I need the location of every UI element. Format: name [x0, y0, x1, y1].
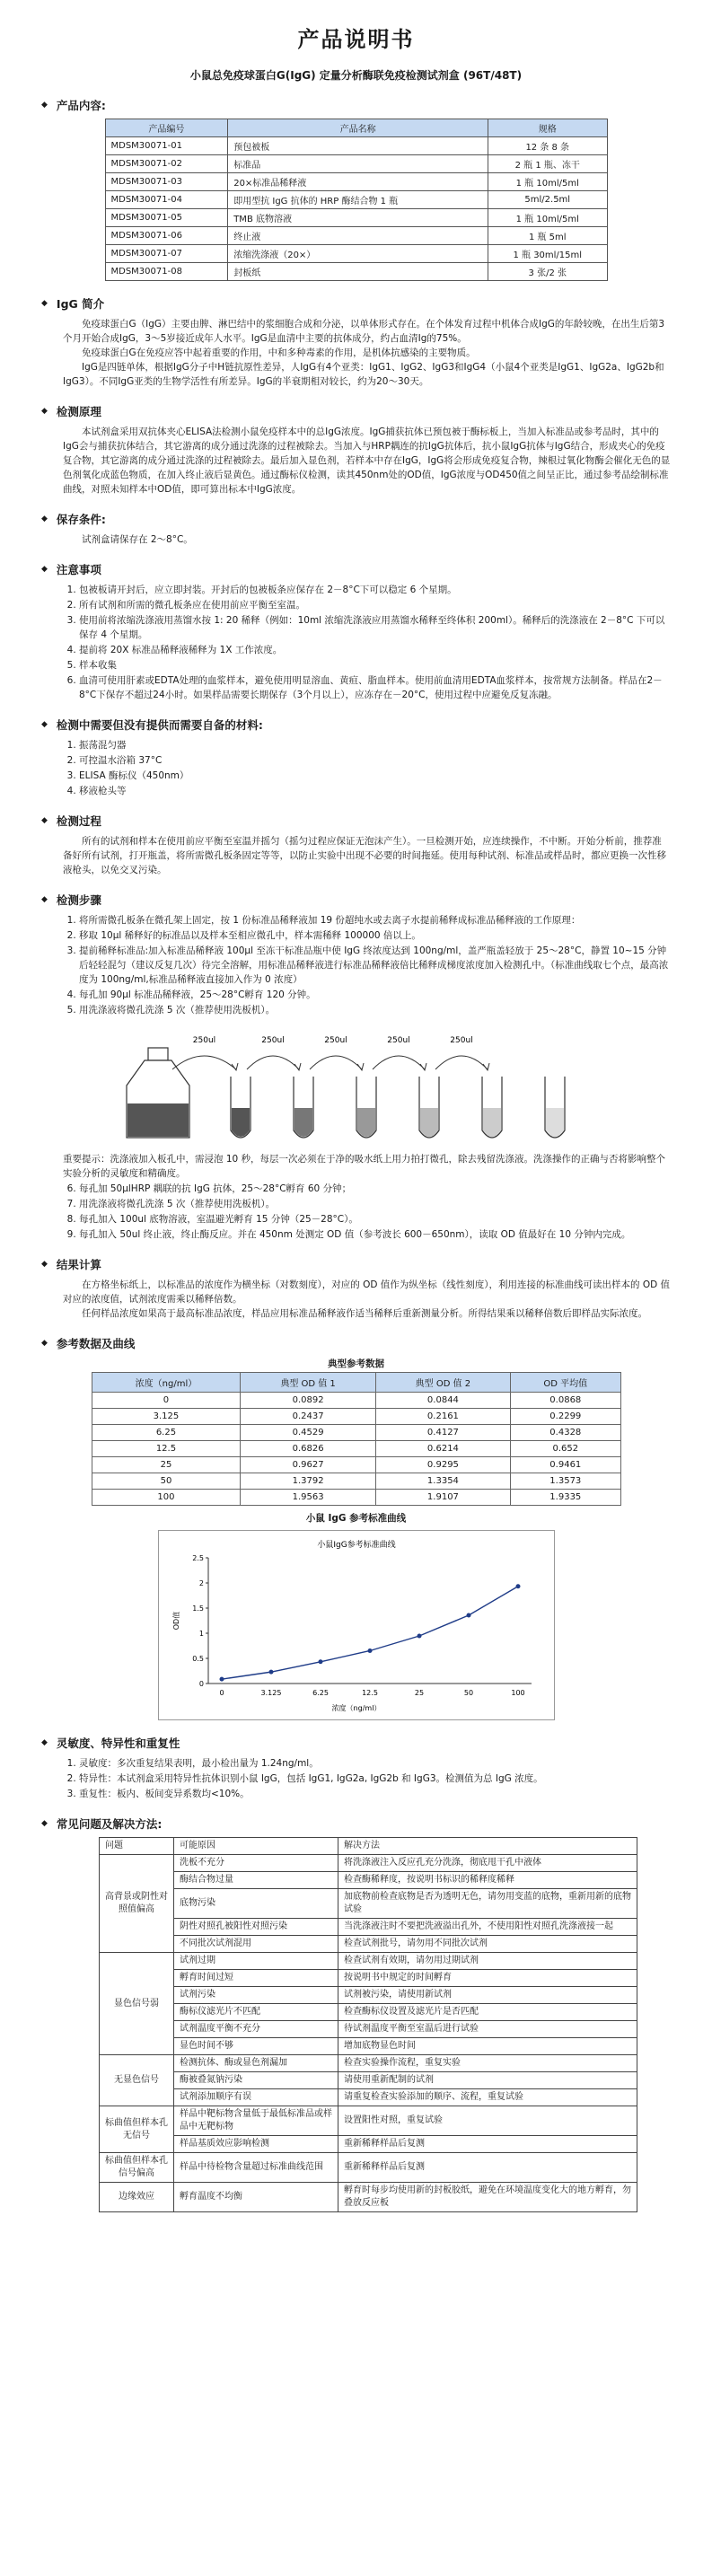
section-heading-contents: ◆ 产品内容:: [41, 99, 106, 112]
cause-cell: 酶被叠氮钠污染: [174, 2072, 338, 2089]
solution-cell: 检查酶稀释度，按说明书标识的稀释度稀释: [338, 1872, 637, 1889]
x-tick-label: 25: [414, 1689, 424, 1697]
x-tick-label: 3.125: [260, 1689, 281, 1697]
trouble-row: [100, 1872, 637, 1889]
contents-cell: 5ml/2.5ml: [488, 191, 607, 209]
list-item: 6. 血清可使用肝素或EDTA处理的血浆样本，避免使用明显溶血、黄疸、脂血样本。使用前血清用EDTA血浆样本，按常规方法制备。样品在2－8°C下保存不超过24小时。如果样品需要长期保存（3个月以上），应冻存在－20°C，使用过程中应避免反复冻融。: [79, 673, 671, 702]
list-item: 3. 提前稀释标准品:加入标准品稀释液 100μl 至冻干标准品瓶中使 IgG 终浓度达到 100ng/ml，盖严瓶盖轻放于 25～28°C，静置 10~15 分钟后轻轻混匀（建议反复几次）待完全溶解，用标准品稀释液进行标准品稀释液倍比稀释成梯度浓度加入检测孔中。（标准曲线取七个点，最高浓度为 100ng/ml,标准品稀释液直接加入作为 0 浓度）: [79, 944, 671, 987]
trouble-header-cell: 解决方法: [338, 1838, 637, 1855]
solution-cell: 检查实验操作流程，重复实验: [338, 2055, 637, 2072]
document-subtitle: 小鼠总免疫球蛋白G(IgG) 定量分析酶联免疫检测试剂盒 (96T/48T): [189, 69, 523, 82]
reference-row: [92, 1393, 620, 1409]
bullet-icon: ◆: [41, 514, 48, 523]
reference-cell: 0.4328: [511, 1425, 620, 1441]
transfer-volume-label: 250ul: [260, 1036, 285, 1045]
solution-cell: 待试剂温度平衡至室温后进行试验: [338, 2021, 637, 2038]
reference-cell: 0.2299: [511, 1409, 620, 1425]
bullet-icon: ◆: [41, 565, 48, 574]
principle-paragraph: 本试剂盒采用双抗体夹心ELISA法检测小鼠免疫样本中的总IgG浓度。IgG捕获抗体已预包被于酶标板上，当加入标准品或参考品时，其中的IgG会与捕获抗体结合，其它游离的成分通过洗涤的过程被除去。当加入与HRP耦连的抗IgG抗体后，抗小鼠IgG抗体与IgG结合，形成夹心的免疫复合物，其它游离的成分通过洗涤的过程被除去。最后加入显色剂，若样本中存在IgG，IgG将会形成免疫复合物，辣根过氧化物酶会催化无色的显色剂氧化成蓝色物质，在加入终止液后显黄色。通过酶标仪检测，读其450nm处的OD值，IgG浓度与OD450值之间呈正比，通过参考品绘制标准曲线，对照未知样本中OD值，即可算出标本中IgG浓度。: [63, 426, 671, 495]
test-tube-icon: [356, 1077, 376, 1138]
cause-cell: 酶标仪滤光片不匹配: [174, 2004, 338, 2021]
reference-cell: 0.2437: [241, 1409, 375, 1425]
reference-row: [92, 1457, 620, 1473]
cause-cell: 检测抗体、酶或显色剂漏加: [174, 2055, 338, 2072]
reference-header-cell: 浓度（ng/ml）: [92, 1373, 241, 1393]
reference-row: [92, 1441, 620, 1457]
chart-heading: 小鼠 IgG 参考标准曲线: [305, 1513, 407, 1524]
list-item: 2. 特异性：本试剂盒采用特异性抗体识别小鼠 IgG，包括 IgG1, IgG2a, IgG2b 和 IgG3。检测值为总 IgG 浓度。: [79, 1772, 671, 1786]
list-item: 3. 重复性：板内、板间变异系数均<10%。: [79, 1787, 671, 1801]
problem-cell: 显色信号弱: [100, 1953, 174, 2055]
contents-row: [105, 191, 607, 209]
trouble-row: [100, 2021, 637, 2038]
reference-table: [92, 1372, 621, 1506]
dilution-illustration: [105, 1023, 608, 1148]
solution-cell: 孵育时每步均使用新的封板胶纸，避免在环境温度变化大的地方孵育，勿叠放反应板: [338, 2183, 637, 2212]
list-item: 1. 灵敏度：多次重复结果表明，最小检出量为 1.24ng/ml。: [79, 1756, 671, 1771]
steps-important-note: 重要提示：洗涤液加入板孔中，需浸泡 10 秒，每层一次必须在于净的吸水纸上用力拍打微孔，除去残留洗涤液。洗涤操作的正确与否将影响整个实验分析的灵敏度和精确度。: [63, 1154, 666, 1179]
trouble-row: [100, 2038, 637, 2055]
transfer-arrow: [310, 1056, 362, 1069]
contents-row: [105, 263, 607, 281]
trouble-row: [100, 1953, 637, 1970]
reference-row: [92, 1490, 620, 1506]
test-tube-icon: [545, 1077, 565, 1138]
reference-cell: 12.5: [92, 1441, 241, 1457]
contents-row: [105, 155, 607, 173]
reference-cell: 0.0892: [241, 1393, 375, 1409]
bullet-icon: ◆: [41, 816, 48, 825]
reference-cell: 1.9563: [241, 1490, 375, 1506]
reference-cell: 0.0844: [375, 1393, 510, 1409]
section-heading-steps: ◆ 检测步骤: [41, 893, 101, 907]
test-tube-icon: [294, 1077, 313, 1138]
reference-cell: 0.6214: [375, 1441, 510, 1457]
x-tick-label: 6.25: [312, 1689, 329, 1697]
cause-cell: 底物污染: [174, 1889, 338, 1919]
paragraph: 在方格坐标纸上，以标准品的浓度作为横坐标（对数刻度），对应的 OD 值作为纵坐标（线性刻度），利用连接的标准曲线可读出样本的 OD 值对应的浓度值，试剂浓度需乘以稀释倍数。: [63, 1279, 671, 1305]
contents-cell: 1 瓶 5ml: [488, 227, 607, 245]
reference-cell: 0.2161: [375, 1409, 510, 1425]
list-item: 1. 振荡混匀器: [79, 738, 671, 752]
trouble-row: [100, 1889, 637, 1919]
arrow-head-icon: [420, 1063, 426, 1070]
reference-row: [92, 1473, 620, 1490]
chart-title: 小鼠IgG参考标准曲线: [316, 1541, 396, 1550]
bullet-icon: ◆: [41, 299, 48, 308]
trouble-row: [100, 2153, 637, 2183]
list-item: 1. 将所需微孔板条在微孔架上固定，按 1 份标准品稀释液加 19 份超纯水或去离子水提前稀释成标准品稀释液的工作原理：: [79, 913, 671, 928]
section-heading-notes: ◆ 注意事项: [41, 563, 101, 576]
arrow-head-icon: [357, 1063, 364, 1070]
notes-list: [36, 583, 676, 702]
trouble-row: [100, 1855, 637, 1872]
contents-cell: MDSM30071-05: [105, 209, 228, 227]
solution-cell: 按说明书中规定的时间孵育: [338, 1970, 637, 1987]
solution-cell: 检查试剂有效期，请勿用过期试剂: [338, 1953, 637, 1970]
transfer-arrow: [247, 1056, 299, 1069]
trouble-row: [100, 2089, 637, 2106]
contents-row: [105, 173, 607, 191]
section-heading-sensitivity: ◆ 灵敏度、特异性和重复性: [41, 1736, 180, 1750]
section-heading-principle: ◆ 检测原理: [41, 405, 101, 418]
transfer-arrow: [435, 1056, 488, 1069]
reference-cell: 0.4529: [241, 1425, 375, 1441]
contents-header-cell: 产品名称: [228, 119, 488, 137]
stock-bottle-icon: [127, 1048, 189, 1138]
section-heading-trouble: ◆ 常见问题及解决方法:: [41, 1817, 163, 1831]
problem-cell: 高背景或阴性对照值偏高: [100, 1855, 174, 1953]
contents-header-cell: 产品编号: [105, 119, 228, 137]
cause-cell: 酶结合物过量: [174, 1872, 338, 1889]
contents-row: [105, 227, 607, 245]
list-item: 5. 样本收集: [79, 658, 671, 673]
data-point: [367, 1648, 372, 1653]
reference-cell: 1.3792: [241, 1473, 375, 1490]
solution-cell: 加底物前检查底物是否为透明无色，请勿用变蓝的底物，重新用新的底物试验: [338, 1889, 637, 1919]
contents-cell: MDSM30071-02: [105, 155, 228, 173]
section-heading-process: ◆ 检测过程: [41, 814, 101, 828]
data-point: [318, 1659, 322, 1664]
contents-header-cell: 规格: [488, 119, 607, 137]
reference-cell: 6.25: [92, 1425, 241, 1441]
x-tick-label: 0: [218, 1689, 224, 1697]
contents-cell: MDSM30071-04: [105, 191, 228, 209]
trouble-row: [100, 2072, 637, 2089]
y-tick-label: 1.5: [191, 1605, 204, 1613]
reference-row: [92, 1409, 620, 1425]
solution-cell: 检查酶标仪设置及滤光片是否匹配: [338, 2004, 637, 2021]
solution-cell: 增加底物显色时间: [338, 2038, 637, 2055]
list-item: 4. 提前将 20X 标准品稀释液稀释为 1X 工作浓度。: [79, 643, 671, 657]
cause-cell: 试剂过期: [174, 1953, 338, 1970]
data-point: [515, 1584, 520, 1588]
storage-paragraph: 试剂盒请保存在 2～8°C。: [82, 534, 193, 545]
reference-cell: 25: [92, 1457, 241, 1473]
paragraph: 免疫球蛋白G（IgG）主要由脾、淋巴结中的浆细胞合成和分泌，以单体形式存在。在个体发育过程中机体合成IgG的年龄较晚，在出生后第3个月开始合成IgG，3～5岁接近成年人水平。IgG是血清中主要的抗体成分，约占血清Ig的75%。: [63, 319, 665, 344]
list-item: 2. 所有试剂和所需的微孔板条应在使用前应平衡至室温。: [79, 598, 671, 612]
trouble-header-cell: 可能原因: [174, 1838, 338, 1855]
trouble-row: [100, 1919, 637, 1936]
list-item: 1. 包被板请开封后，应立即封装。开封后的包被板条应保存在 2－8°C下可以稳定 6 个星期。: [79, 583, 671, 597]
contents-row: [105, 245, 607, 263]
bullet-icon: ◆: [41, 720, 48, 729]
contents-cell: TMB 底物溶液: [228, 209, 488, 227]
paragraph: IgG是四链单体，根据IgG分子中H链抗原性差异，人IgG有4个亚类：IgG1、IgG2、IgG3和IgG4（小鼠4个亚类是IgG1、IgG2a、IgG2b和IgG3）。不同IgG亚类的生物学活性有所差异。IgG的半衰期相对较长，约为20～30天。: [63, 362, 664, 387]
trouble-row: [100, 1970, 637, 1987]
cause-cell: 试剂添加顺序有误: [174, 2089, 338, 2106]
list-item: 2. 可控温水浴箱 37°C: [79, 753, 671, 768]
list-item: 4. 移液枪头等: [79, 784, 671, 798]
reference-header-cell: 典型 OD 值 2: [375, 1373, 510, 1393]
cause-cell: 洗板不充分: [174, 1855, 338, 1872]
contents-cell: 即用型抗 IgG 抗体的 HRP 酶结合物 1 瓶: [228, 191, 488, 209]
reference-cell: 0.6826: [241, 1441, 375, 1457]
contents-cell: MDSM30071-06: [105, 227, 228, 245]
data-point: [466, 1613, 470, 1617]
reference-cell: 0.9461: [511, 1457, 620, 1473]
arrow-head-icon: [294, 1063, 301, 1070]
contents-cell: 12 条 8 条: [488, 137, 607, 155]
steps-list-b: [36, 1182, 676, 1242]
y-tick-label: 0: [198, 1680, 204, 1688]
process-paragraph: 所有的试剂和样本在使用前应平衡至室温并摇匀（摇匀过程应保证无泡沫产生）。一旦检测开始，应连续操作，不中断。开始分析前，推荐准备好所有试剂，打开瓶盖，将所需微孔板条固定等等，以防止实验中出现不必要的时间拖延。使用每种试剂、标准品或样品时，都应更换一次性移液枪头，以免交叉污染。: [63, 836, 666, 875]
sensitivity-list: [36, 1756, 676, 1801]
list-item: 3. 使用前将浓缩洗涤液用蒸馏水按 1: 20 稀释（例如：10ml 浓缩洗涤液应用蒸馏水稀释至终体积 200ml）。稀释后的洗涤液在 2－8°C 下可以保存 4 个星期。: [79, 613, 671, 642]
solution-cell: 重新稀释样品后复测: [338, 2136, 637, 2153]
contents-cell: MDSM30071-07: [105, 245, 228, 263]
contents-cell: 封板纸: [228, 263, 488, 281]
section-heading-reference: ◆ 参考数据及曲线: [41, 1337, 136, 1350]
transfer-volume-label: 250ul: [449, 1036, 473, 1045]
x-tick-label: 50: [463, 1689, 473, 1697]
troubleshooting-table: [99, 1837, 637, 2212]
x-tick-label: 12.5: [361, 1689, 378, 1697]
arrow-head-icon: [483, 1063, 489, 1070]
solution-cell: 设置阳性对照，重复试验: [338, 2106, 637, 2136]
bullet-icon: ◆: [41, 407, 48, 416]
trouble-row: [100, 2004, 637, 2021]
problem-cell: 边缘效应: [100, 2183, 174, 2212]
cause-cell: 孵育时间过短: [174, 1970, 338, 1987]
contents-cell: 1 瓶 30ml/15ml: [488, 245, 607, 263]
reference-cell: 3.125: [92, 1409, 241, 1425]
intro-paragraphs: [36, 317, 676, 389]
standard-curve-svg: [159, 1531, 554, 1719]
list-item: 4. 每孔加 90μl 标准品稀释液，25～28°C孵育 120 分钟。: [79, 988, 671, 1002]
problem-cell: 标曲值但样本孔无信号: [100, 2106, 174, 2153]
cause-cell: 显色时间不够: [174, 2038, 338, 2055]
test-tube-icon: [482, 1077, 502, 1138]
contents-row: [105, 137, 607, 155]
reference-cell: 0.652: [511, 1441, 620, 1457]
reference-cell: 0: [92, 1393, 241, 1409]
bullet-icon: ◆: [41, 1260, 48, 1269]
dilution-tubes: [172, 1036, 565, 1138]
problem-cell: 无显色信号: [100, 2055, 174, 2106]
solution-cell: 重新稀释样品后复测: [338, 2153, 637, 2183]
reference-cell: 0.9295: [375, 1457, 510, 1473]
section-heading-intro: ◆ IgG 简介: [41, 297, 105, 311]
trouble-row: [100, 2055, 637, 2072]
solution-cell: 当洗涤液注时不要把洗液溢出孔外，不使用阳性对照孔洗涤液接一起: [338, 1919, 637, 1936]
paragraph: 免疫球蛋白G在免疫应答中起着重要的作用，中和多种毒素的作用，是机体抗感染的主要物质。: [82, 347, 476, 358]
cause-cell: 试剂温度平衡不充分: [174, 2021, 338, 2038]
y-tick-label: 2: [198, 1579, 204, 1587]
contents-cell: 浓缩洗涤液（20×）: [228, 245, 488, 263]
solution-cell: 检查试剂批号，请勿用不同批次试剂: [338, 1936, 637, 1953]
bullet-icon: ◆: [41, 1339, 48, 1348]
solution-cell: 请重复检查实验添加的顺序、流程，重复试验: [338, 2089, 637, 2106]
contents-row: [105, 209, 607, 227]
test-tube-icon: [419, 1077, 439, 1138]
bullet-icon: ◆: [41, 1738, 48, 1747]
reference-header-cell: 典型 OD 值 1: [241, 1373, 375, 1393]
contents-cell: 预包被板: [228, 137, 488, 155]
reference-row: [92, 1425, 620, 1441]
contents-cell: 2 瓶 1 瓶、冻干: [488, 155, 607, 173]
standard-curve-chart: [158, 1530, 555, 1720]
contents-table: [105, 119, 608, 281]
data-point: [219, 1677, 224, 1682]
list-item: 2. 移取 10μl 稀释好的标准品以及样本至相应微孔中，样本需稀释 100000 倍以上。: [79, 928, 671, 943]
cause-cell: 试剂污染: [174, 1987, 338, 2004]
document-title: 产品说明书: [297, 27, 415, 52]
steps-list-a: [36, 913, 676, 1017]
bullet-icon: ◆: [41, 895, 48, 904]
cause-cell: 不同批次试剂混用: [174, 1936, 338, 1953]
contents-cell: MDSM30071-01: [105, 137, 228, 155]
list-item: 6. 每孔加 50μlHRP 耦联的抗 IgG 抗体，25～28°C孵育 60 分钟；: [79, 1182, 671, 1196]
reference-cell: 0.4127: [375, 1425, 510, 1441]
transfer-volume-label: 250ul: [323, 1036, 347, 1045]
transfer-volume-label: 250ul: [192, 1036, 215, 1045]
cause-cell: 样品中靶标物含量低于最低标准品或样品中无靶标物: [174, 2106, 338, 2136]
paragraph: 任何样品浓度如果高于最高标准品浓度，样品应用标准品稀释液作适当稀释后重新测量分析。所得结果乘以稀释倍数后即样品实际浓度。: [82, 1308, 647, 1319]
list-item: 5. 用洗涤液将微孔洗涤 5 次（推荐使用洗板机）。: [79, 1003, 671, 1017]
reference-cell: 0.0868: [511, 1393, 620, 1409]
trouble-row: [100, 2106, 637, 2136]
test-tube-icon: [231, 1077, 251, 1138]
section-heading-result: ◆ 结果计算: [41, 1258, 101, 1271]
reference-cell: 1.3354: [375, 1473, 510, 1490]
series-line: [222, 1587, 518, 1679]
trouble-row: [100, 1936, 637, 1953]
cause-cell: 样品中待检物含量超过标准曲线范围: [174, 2153, 338, 2183]
reference-cell: 50: [92, 1473, 241, 1490]
y-axis-label: OD值: [171, 1611, 180, 1631]
transfer-arrow: [373, 1056, 425, 1069]
reference-cell: 1.9335: [511, 1490, 620, 1506]
cause-cell: 样品基质效应影响检测: [174, 2136, 338, 2153]
y-tick-label: 2.5: [191, 1554, 204, 1562]
dilution-diagram: [105, 1023, 608, 1148]
contents-cell: MDSM30071-03: [105, 173, 228, 191]
x-axis-label: 浓度（ng/ml）: [331, 1704, 381, 1712]
trouble-header-cell: 问题: [100, 1838, 174, 1855]
section-heading-materials: ◆ 检测中需要但没有提供而需要自备的材料:: [41, 718, 263, 732]
trouble-row: [100, 2136, 637, 2153]
list-item: 8. 每孔加入 100ul 底物溶液，室温避光孵育 15 分钟（25－28°C）。: [79, 1212, 671, 1226]
reference-cell: 100: [92, 1490, 241, 1506]
data-point: [268, 1670, 273, 1675]
reference-cell: 1.3573: [511, 1473, 620, 1490]
cause-cell: 孵育温度不均衡: [174, 2183, 338, 2212]
trouble-row: [100, 1987, 637, 2004]
solution-cell: 请使用重新配制的试剂: [338, 2072, 637, 2089]
x-tick-label: 100: [510, 1689, 525, 1697]
contents-cell: 3 张/2 张: [488, 263, 607, 281]
solution-cell: 将洗涤液注入反应孔充分洗涤，彻底甩干孔中液体: [338, 1855, 637, 1872]
bullet-icon: ◆: [41, 1819, 48, 1828]
reference-cell: 1.9107: [375, 1490, 510, 1506]
y-tick-label: 0.5: [191, 1655, 204, 1663]
contents-cell: 1 瓶 10ml/5ml: [488, 173, 607, 191]
y-tick-label: 1: [198, 1630, 204, 1638]
result-paragraphs: [36, 1278, 676, 1321]
contents-cell: 1 瓶 10ml/5ml: [488, 209, 607, 227]
list-item: 3. ELISA 酶标仪（450nm）: [79, 769, 671, 783]
reference-table-caption: 典型参考数据: [328, 1358, 384, 1369]
data-point: [417, 1634, 421, 1639]
solution-cell: 试剂被污染，请使用新试剂: [338, 1987, 637, 2004]
transfer-arrow: [172, 1056, 236, 1069]
materials-list: [36, 738, 676, 798]
reference-cell: 0.9627: [241, 1457, 375, 1473]
section-heading-storage: ◆ 保存条件:: [41, 513, 106, 526]
contents-cell: 终止液: [228, 227, 488, 245]
list-item: 7. 用洗涤液将微孔洗涤 5 次（推荐使用洗板机）。: [79, 1197, 671, 1211]
cause-cell: 阴性对照孔被阳性对照污染: [174, 1919, 338, 1936]
trouble-row: [100, 2183, 637, 2212]
bullet-icon: ◆: [41, 101, 48, 110]
contents-cell: MDSM30071-08: [105, 263, 228, 281]
contents-cell: 20×标准品稀释液: [228, 173, 488, 191]
contents-cell: 标准品: [228, 155, 488, 173]
reference-header-cell: OD 平均值: [511, 1373, 620, 1393]
transfer-volume-label: 250ul: [386, 1036, 410, 1045]
list-item: 9. 每孔加入 50ul 终止液，终止酶反应。并在 450nm 处测定 OD 值（参考波长 600－650nm），读取 OD 值最好在 10 分钟内完成。: [79, 1227, 671, 1242]
problem-cell: 标曲值但样本孔信号偏高: [100, 2153, 174, 2183]
